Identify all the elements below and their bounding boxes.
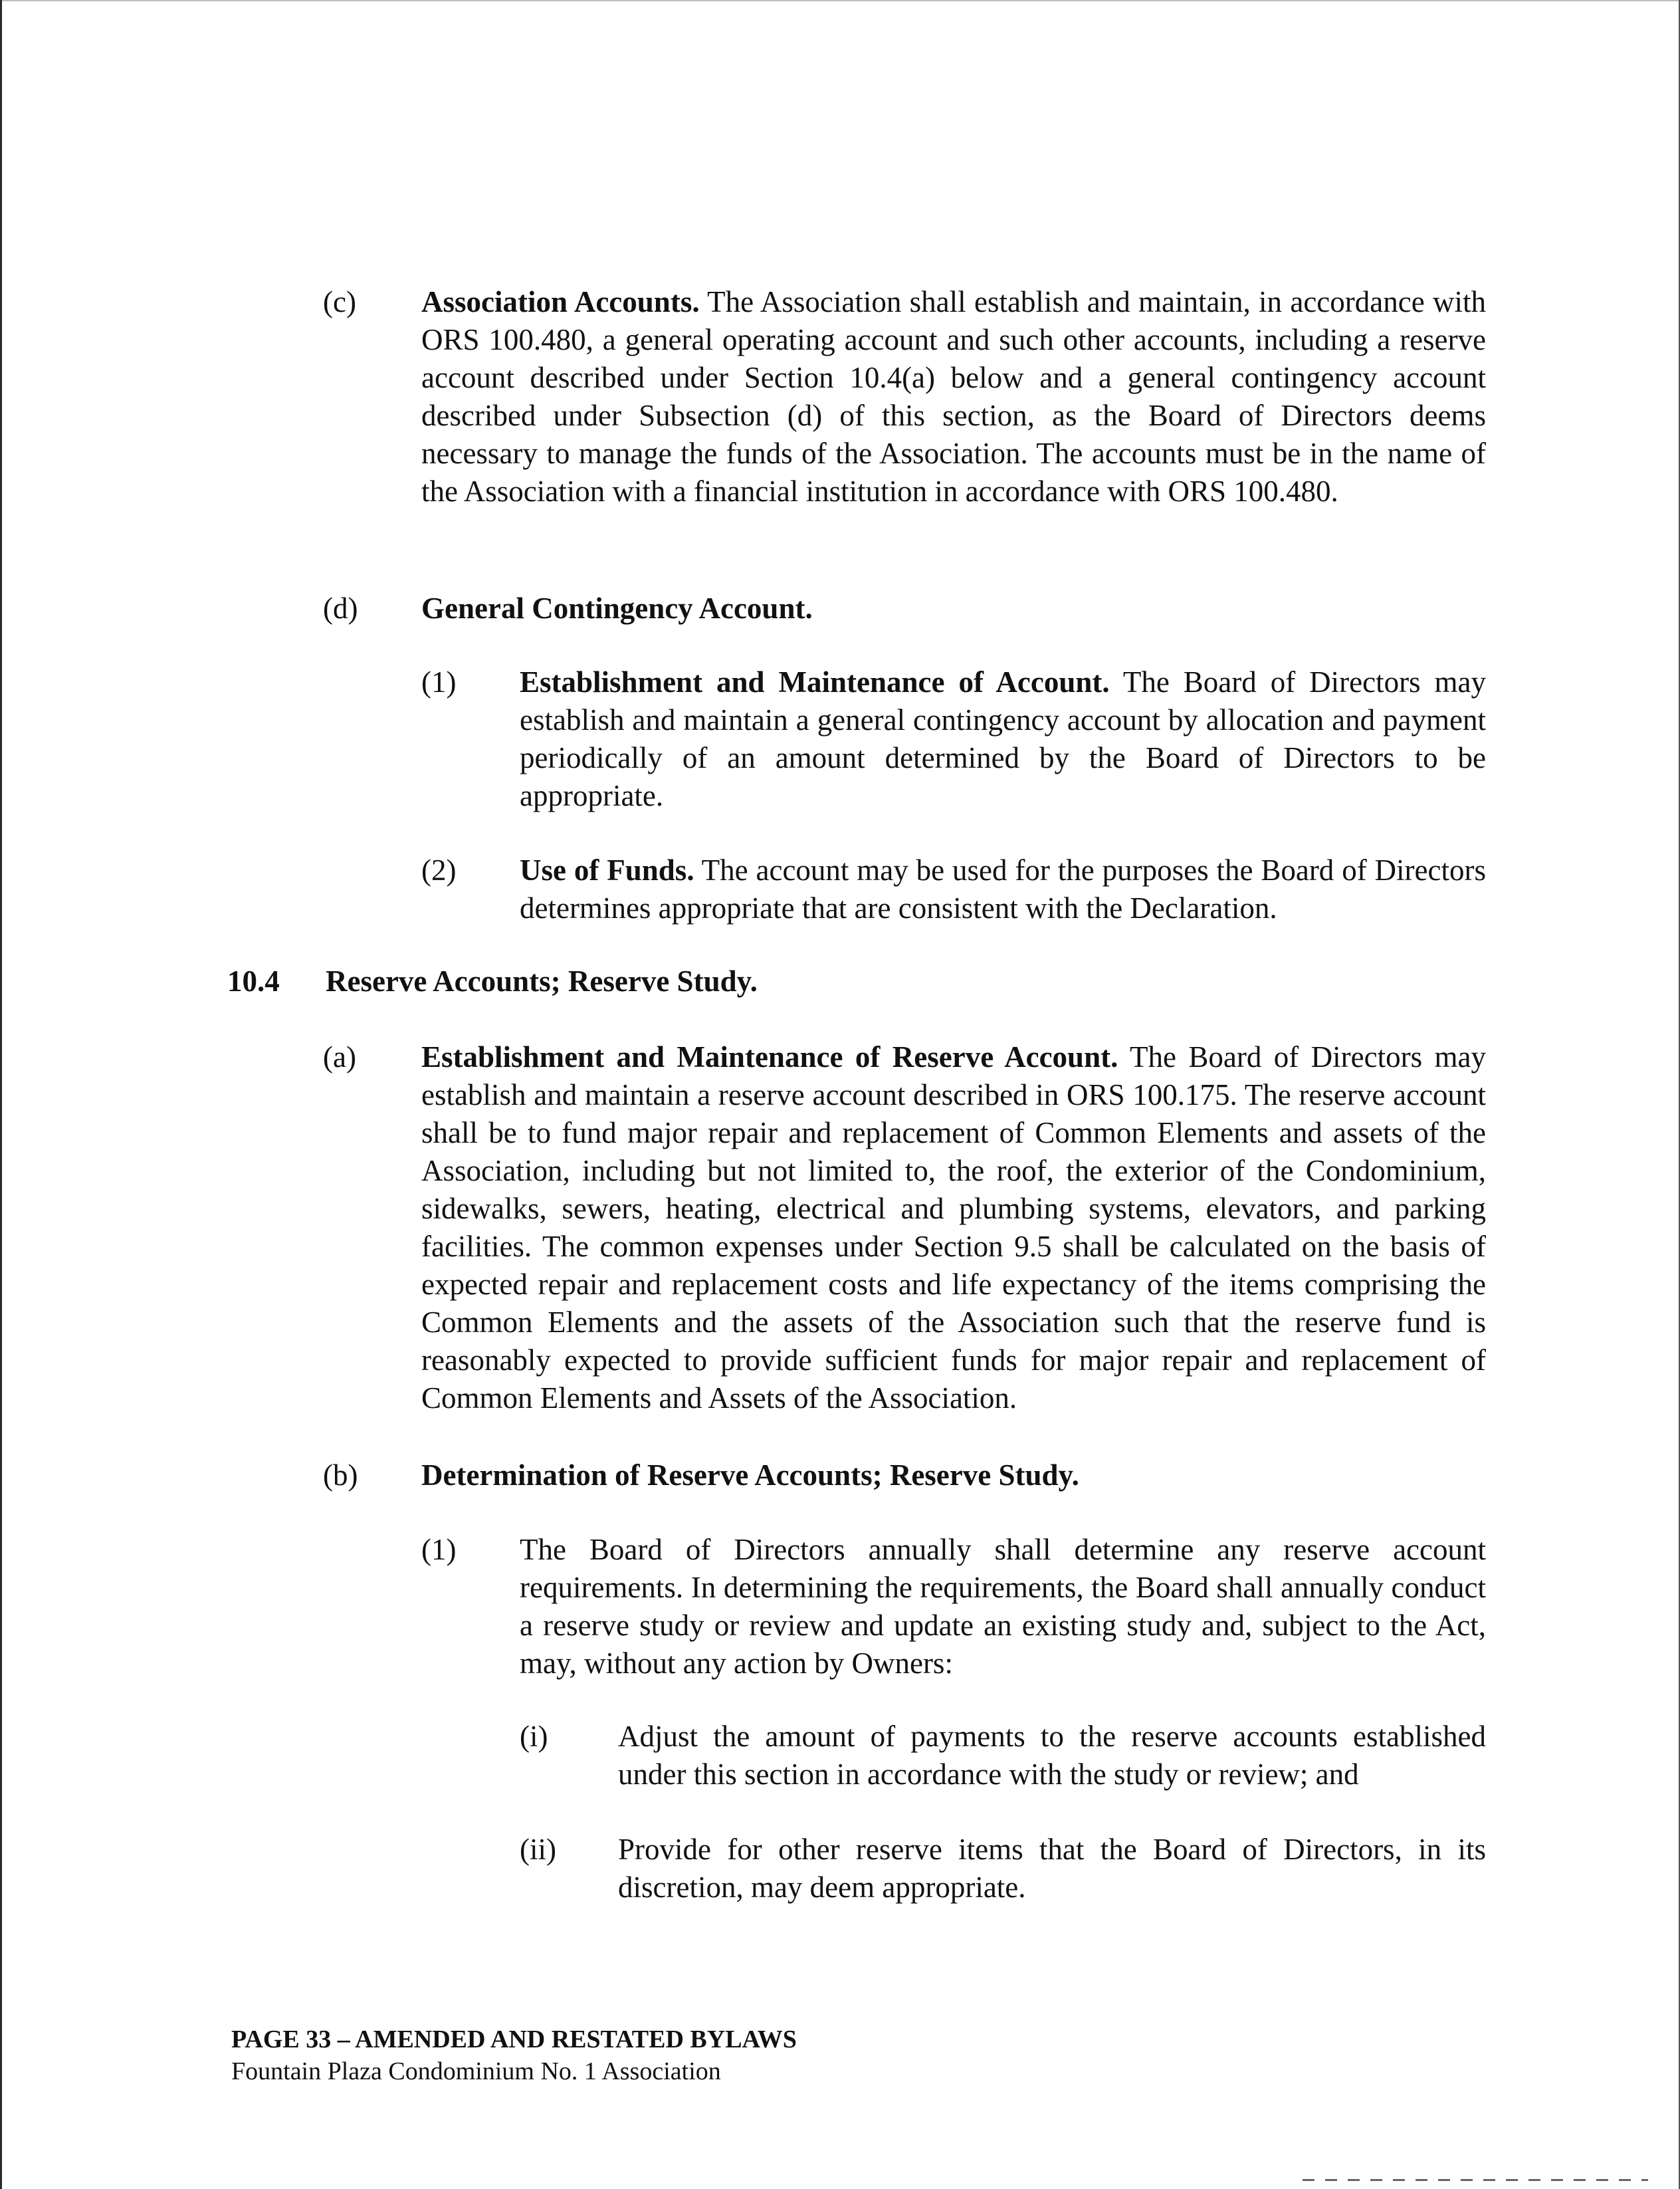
section-c-title: Association Accounts [421, 285, 692, 318]
section-b-label: (b) [323, 1458, 358, 1492]
section-d-heading: General Contingency Account. [421, 592, 813, 625]
footer-title: PAGE 33 – AMENDED AND RESTATED BYLAWS [231, 2025, 797, 2053]
section-b-subitem-i-label: (i) [520, 1720, 548, 1753]
page-top-rule [0, 0, 1680, 1]
section-b-subitem-ii-label: (ii) [520, 1833, 556, 1866]
scan-artifact [1303, 2179, 1648, 2181]
section-b-subitem-ii-text: Provide for other reserve items that the Board of Directors, in its discretion, may deem appropriate. [618, 1833, 1486, 1904]
section-10-4-number: 10.4 [227, 965, 280, 998]
section-b-subitem-i-paragraph [618, 1718, 1486, 1793]
section-d-item2-title: Use of Funds [520, 854, 687, 887]
section-b-title: Determination of Reserve Accounts; Reserve Study [421, 1458, 1072, 1492]
section-d-item2-text: The account may be used for the purposes the Board of Directors determines appropriate that are consistent with the Declaration. [520, 854, 1486, 925]
section-10-4-title: Reserve Accounts; Reserve Study [326, 965, 750, 998]
section-d-item1-label: (1) [421, 665, 457, 699]
section-d-item2-label: (2) [421, 854, 457, 887]
page-footer [231, 2023, 1162, 2087]
section-10-4-heading: Reserve Accounts; Reserve Study. [326, 965, 758, 998]
section-b-item1-label: (1) [421, 1533, 457, 1566]
section-b-item1-text: The Board of Directors annually shall determine any reserve account requirements. In determining the requirements, the Board shall annually conduct a reserve study or review and update an existing study and, subject to the Act, may, without any action by Owners: [520, 1533, 1486, 1680]
page-left-edge [0, 0, 2, 2189]
section-c-label: (c) [323, 285, 356, 318]
section-b-subitem-ii-paragraph [618, 1831, 1486, 1906]
section-a-text: The Board of Directors may establish and maintain a reserve account described in ORS 100.175. The reserve account shall be to fund major repair and replacement of Common Elements and assets of the Association, including but not limited to, the roof, the exterior of the Condominium, sidewalks, sewers, heating, electrical and plumbing systems, elevators, and parking facilities. The common expenses under Section 9.5 shall be calculated on the basis of expected repair and replacement costs and life expectancy of the items comprising the Common Elements and the assets of the Association such that the reserve fund is reasonably expected to provide sufficient funds for major repair and replacement of Common Elements and Assets of the Association. [421, 1040, 1487, 1415]
section-d-title: General Contingency Account [421, 592, 805, 625]
section-d-item1-title: Establishment and Maintenance of Account [520, 665, 1102, 699]
section-b-subitem-i-text: Adjust the amount of payments to the reserve accounts established under this section in accordance with the study or review; and [618, 1720, 1486, 1791]
section-d-item1-paragraph: Establishment and Maintenance of Account. The Board of Directors may establish and maintain a general contingency account by allocation and payment periodically of an amount determined by the Board of Directors to be appropriate. [520, 665, 1487, 812]
section-c-paragraph: Association Accounts. The Association shall establish and maintain, in accordance with ORS 100.480, a general operating account and such other accounts, including a reserve account described under Section 10.4(a) below and a general contingency account described under Subsection (d) of this section, as the Board of Directors deems necessary to manage the funds of the Association. The accounts must be in the name of the Association with a financial institution in accordance with ORS 100.480. [421, 285, 1486, 508]
section-a-label: (a) [323, 1040, 356, 1074]
section-a-title: Establishment and Maintenance of Reserve Account [421, 1040, 1111, 1074]
footer-subtitle: Fountain Plaza Condominium No. 1 Association [231, 2057, 721, 2085]
section-a-paragraph: Establishment and Maintenance of Reserve Account. The Board of Directors may establish and maintain a reserve account described in ORS 100.175. The reserve account shall be to fund major repair and replacement of Common Elements and assets of the Association, including but not limited to, the roof, the exterior of the Condominium, sidewalks, sewers, heating, electrical and plumbing systems, elevators, and parking facilities. The common expenses under Section 9.5 shall be calculated on the basis of expected repair and replacement costs and life expectancy of the items comprising the Common Elements and the assets of the Association such that the reserve fund is reasonably expected to provide sufficient funds for major repair and replacement of Common Elements and Assets of the Association. [421, 1040, 1487, 1415]
section-b-heading: Determination of Reserve Accounts; Reserve Study. [421, 1458, 1079, 1492]
section-c-text: The Association shall establish and maintain, in accordance with ORS 100.480, a general operating account and such other accounts, including a reserve account described under Section 10.4(a) below and a general contingency account described under Subsection (d) of this section, as the Board of Directors deems necessary to manage the funds of the Association. The accounts must be in the name of the Association with a financial institution in accordance with ORS 100.480. [421, 285, 1486, 508]
section-b-item1-paragraph [520, 1531, 1486, 1682]
section-d-item1-text: The Board of Directors may establish and maintain a general contingency account by allocation and payment periodically of an amount determined by the Board of Directors to be appropriate. [520, 665, 1487, 812]
section-d-label: (d) [323, 592, 358, 625]
section-d-item2-paragraph: Use of Funds. The account may be used for the purposes the Board of Directors determines appropriate that are consistent with the Declaration. [520, 854, 1486, 925]
